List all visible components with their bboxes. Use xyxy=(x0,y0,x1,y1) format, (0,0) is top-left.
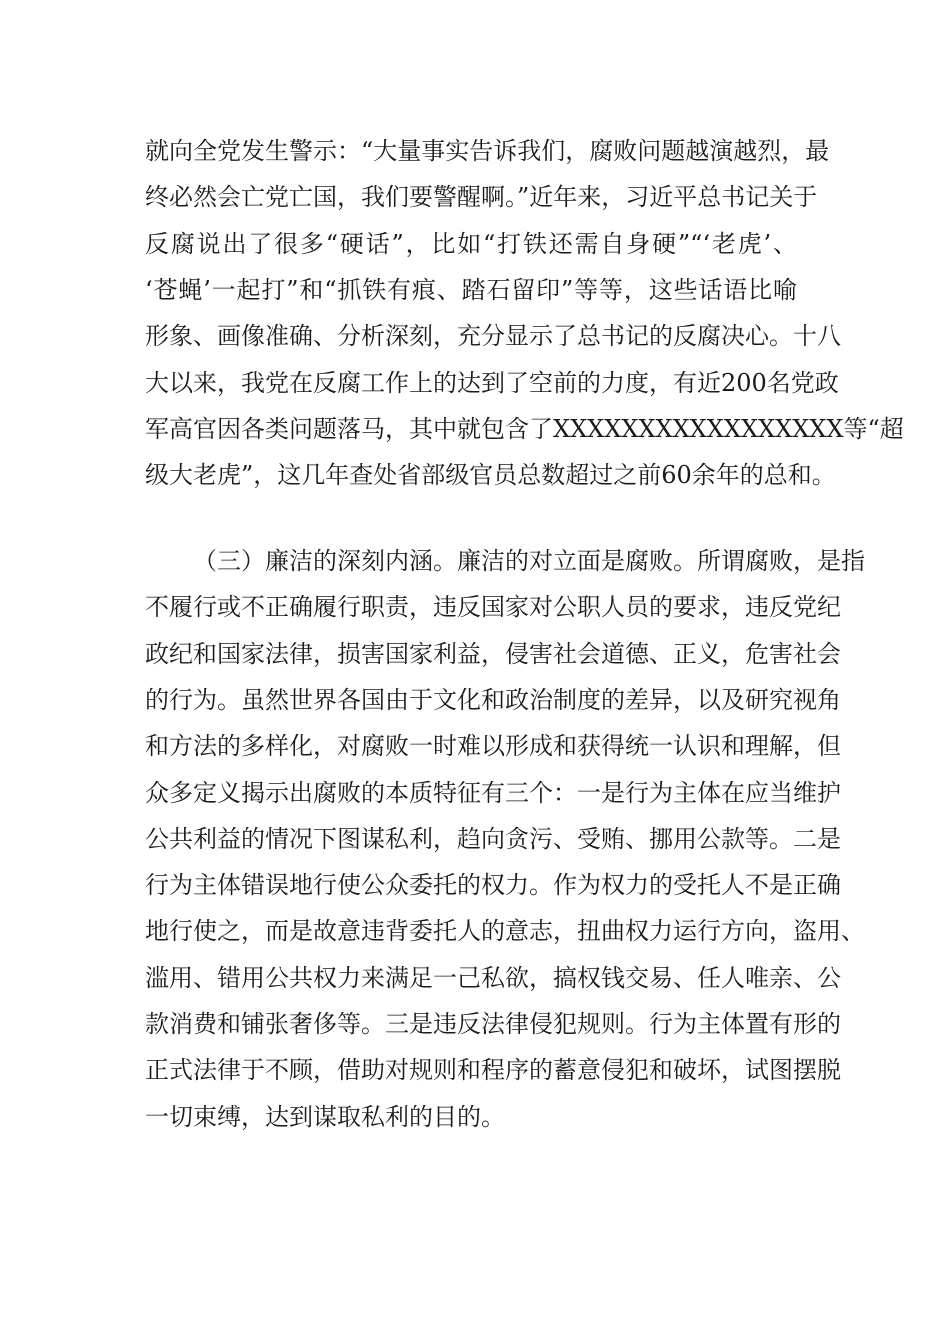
text-line: 正式法律于不顾，借助对规则和程序的蓄意侵犯和破坏，试图摆脱 xyxy=(145,1056,841,1084)
text-line: 滥用、错用公共权力来满足一己私欲，搞权钱交易、任人唯亲、公 xyxy=(145,964,841,992)
text-line: 大以来，我党在反腐工作上的达到了空前的力度，有近200名党政 xyxy=(145,369,839,397)
text-line: 地行使之，而是故意违背委托人的意志，扭曲权力运行方向，盗用、 xyxy=(145,917,865,945)
text-line: 级大老虎”，这几年查处省部级官员总数超过之前60余年的总和。 xyxy=(145,461,836,489)
text-line: 款消费和铺张奢侈等。三是违反法律侵犯规则。行为主体置有形的 xyxy=(145,1010,841,1038)
text-line: 一切束缚，达到谋取私利的目的。 xyxy=(145,1103,505,1131)
text-line: （三）廉洁的深刻内涵。廉洁的对立面是腐败。所谓腐败，是指 xyxy=(193,547,865,575)
text-line: 反腐说出了很多“硬话”，比如“打铁还需自身硬”“‘老虎’、 xyxy=(145,230,797,258)
text-line: 行为主体错误地行使公众委托的权力。作为权力的受托人不是正确 xyxy=(145,871,841,899)
text-line: 公共利益的情况下图谋私利，趋向贪污、受贿、挪用公款等。二是 xyxy=(145,825,841,853)
text-line: 和方法的多样化，对腐败一时难以形成和获得统一认识和理解，但 xyxy=(145,732,841,760)
text-line: 军高官因各类问题落马，其中就包含了XXXXXXXXXXXXXXXXX等“超 xyxy=(145,415,904,443)
text-line: 形象、画像准确、分析深刻，充分显示了总书记的反腐决心。十八 xyxy=(145,322,841,350)
text-line: 不履行或不正确履行职责，违反国家对公职人员的要求，违反党纪 xyxy=(145,593,841,621)
text-line: 众多定义揭示出腐败的本质特征有三个：一是行为主体在应当维护 xyxy=(145,779,841,807)
text-line: ‘苍蝇’一起打”和“抓铁有痕、踏石留印”等等，这些话语比喻 xyxy=(145,276,797,304)
text-line: 政纪和国家法律，损害国家利益，侵害社会道德、正义，危害社会 xyxy=(145,640,841,668)
text-line: 的行为。虽然世界各国由于文化和政治制度的差异，以及研究视角 xyxy=(145,686,841,714)
text-line: 就向全党发生警示：“大量事实告诉我们，腐败问题越演越烈，最 xyxy=(145,137,830,165)
text-line: 终必然会亡党亡国，我们要警醒啊。”近年来，习近平总书记关于 xyxy=(145,183,818,211)
